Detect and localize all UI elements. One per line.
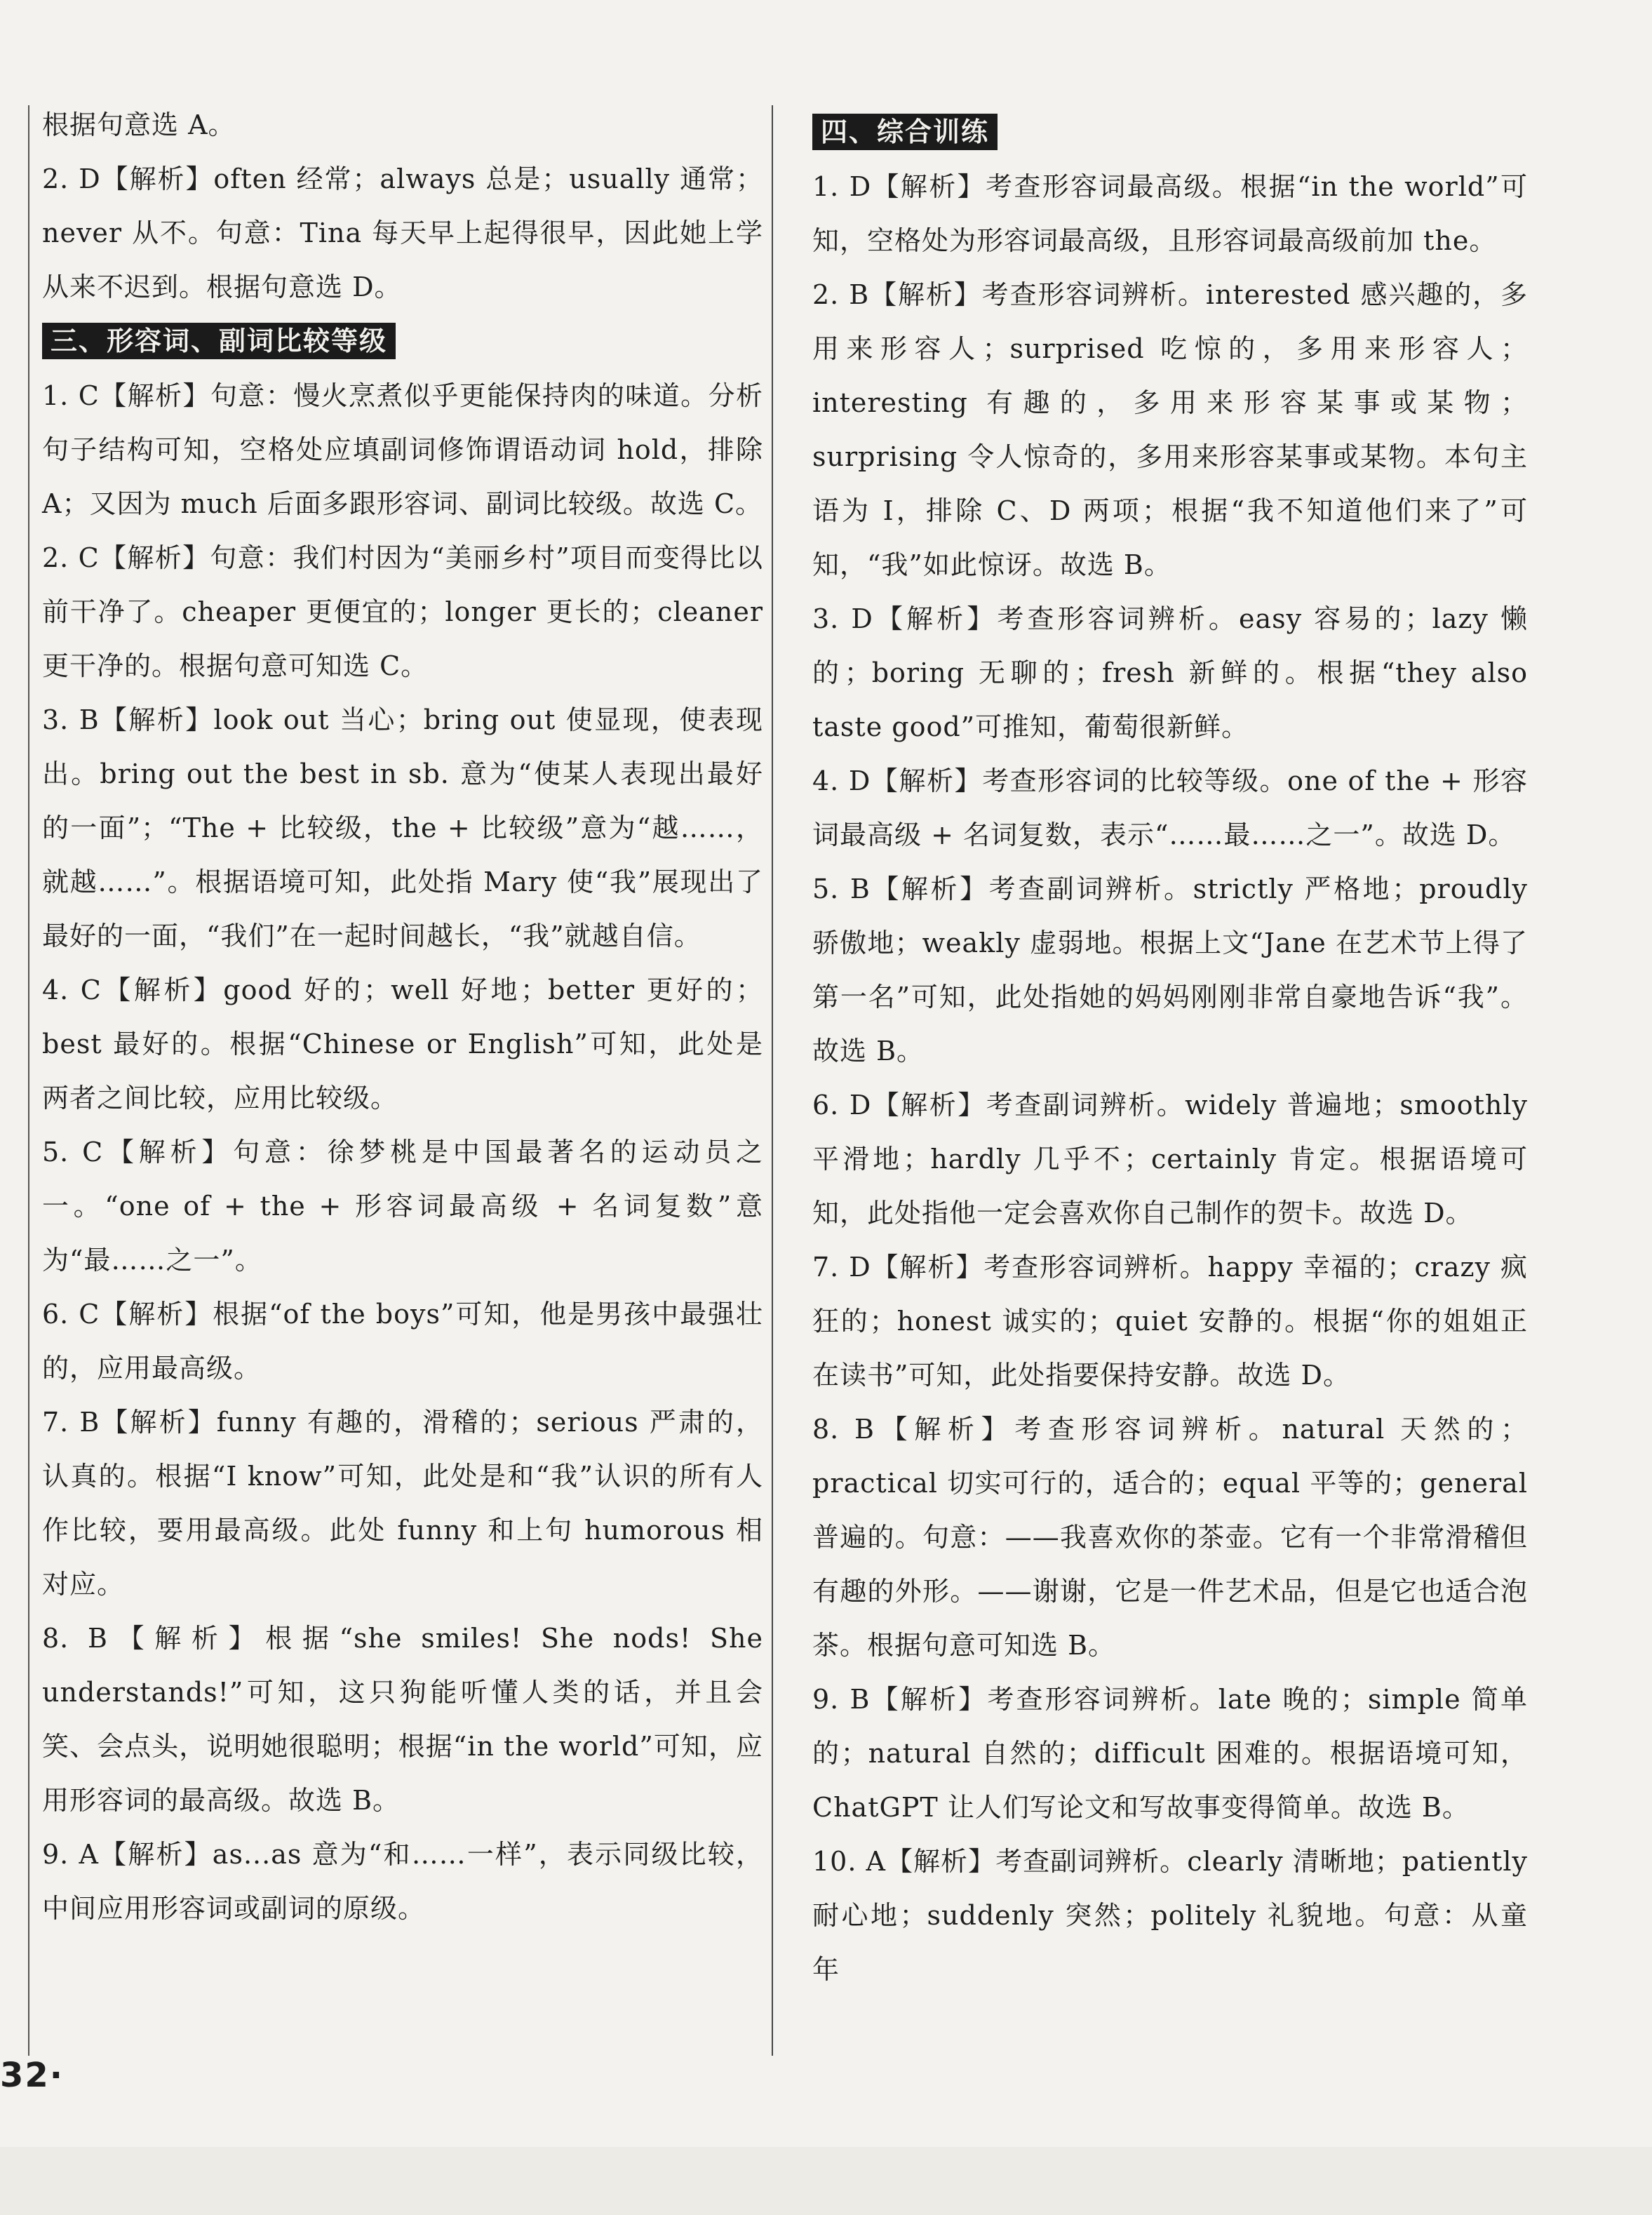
column-divider xyxy=(772,105,773,2056)
left-margin-rule xyxy=(28,105,29,2056)
answer-paragraph: 8. B【解析】考查形容词辨析。natural 天然的；practical 切实可行的，适合的；equal 平等的；general 普遍的。句意：——我喜欢你的茶壶。它有一个非常滑稽但有趣的外形。——谢谢，它是一件艺术品，但是它也适合泡茶。根据句意可知选 B。 xyxy=(812,1414,1528,1661)
answer-paragraph: 6. C【解析】根据“of the boys”可知，他是男孩中最强壮的，应用最高级。 xyxy=(42,1299,763,1384)
answer-paragraph: 4. C【解析】good 好的；well 好地；better 更好的；best 最好的。根据“Chinese or English”可知，此处是两者之间比较，应用比较级。 xyxy=(42,975,763,1113)
answer-paragraph: 2. D【解析】often 经常；always 总是；usually 通常；never 从不。句意：Tina 每天早上起得很早，因此她上学从来不迟到。根据句意选 D。 xyxy=(42,163,763,302)
answer-paragraph: 7. B【解析】funny 有趣的，滑稽的；serious 严肃的，认真的。根据“I know”可知，此处是和“我”认识的所有人作比较，要用最高级。此处 funny 和上句 humorous 相对应。 xyxy=(42,1407,763,1600)
answer-paragraph: 3. D【解析】考查形容词辨析。easy 容易的；lazy 懒的；boring 无聊的；fresh 新鲜的。根据“they also taste good”可推知，葡萄很新鲜。 xyxy=(812,603,1528,742)
right-column xyxy=(812,98,1528,1997)
page-bottom-margin xyxy=(0,2147,1652,2215)
answer-paragraph: 2. B【解析】考查形容词辨析。interested 感兴趣的，多用来形容人；surprised 吃惊的，多用来形容人；interesting 有趣的，多用来形容某事或某物；surprising 令人惊奇的，多用来形容某事或某物。本句主语为 I，排除 C、D 两项；根据“我不知道他们来了”可知，“我”如此惊讶。故选 B。 xyxy=(812,279,1528,580)
answer-paragraph: 8. B【解析】根据“she smiles! She nods! She understands!”可知，这只狗能听懂人类的话，并且会笑、会点头，说明她很聪明；根据“in the world”可知，应用形容词的最高级。故选 B。 xyxy=(42,1623,763,1816)
answer-paragraph: 9. B【解析】考查形容词辨析。late 晚的；simple 简单的；natural 自然的；difficult 困难的。根据语境可知，ChatGPT 让人们写论文和写故事变得简单。故选 B。 xyxy=(812,1684,1528,1823)
answer-paragraph: 9. A【解析】as...as 意为“和……一样”，表示同级比较，中间应用形容词或副词的原级。 xyxy=(42,1839,763,1924)
section-heading-comprehensive: 四、综合训练 xyxy=(812,114,998,150)
answer-paragraph: 1. D【解析】考查形容词最高级。根据“in the world”可知，空格处为形容词最高级，且形容词最高级前加 the。 xyxy=(812,171,1528,256)
answer-paragraph: 5. B【解析】考查副词辨析。strictly 严格地；proudly 骄傲地；weakly 虚弱地。根据上文“Jane 在艺术节上得了第一名”可知，此处指她的妈妈刚刚非常自豪地告诉“我”。故选 B。 xyxy=(812,874,1528,1066)
left-column xyxy=(42,98,763,1936)
page-number: 32· xyxy=(0,2056,65,2095)
answer-paragraph: 10. A【解析】考查副词辨析。clearly 清晰地；patiently 耐心地；suddenly 突然；politely 礼貌地。句意：从童年 xyxy=(812,1846,1528,1985)
answer-paragraph: 1. C【解析】句意：慢火烹煮似乎更能保持肉的味道。分析句子结构可知，空格处应填副词修饰谓语动词 hold，排除 A；又因为 much 后面多跟形容词、副词比较级。故选 C。 xyxy=(42,380,763,519)
answer-paragraph: 2. C【解析】句意：我们村因为“美丽乡村”项目而变得比以前干净了。cheaper 更便宜的；longer 更长的；cleaner 更干净的。根据句意可知选 C。 xyxy=(42,542,763,681)
answer-paragraph: 4. D【解析】考查形容词的比较等级。one of the + 形容词最高级 + 名词复数，表示“……最……之一”。故选 D。 xyxy=(812,765,1528,850)
answer-paragraph: 5. C【解析】句意：徐梦桃是中国最著名的运动员之一。“one of + the + 形容词最高级 + 名词复数”意为“最……之一”。 xyxy=(42,1137,763,1276)
answer-paragraph: 7. D【解析】考查形容词辨析。happy 幸福的；crazy 疯狂的；honest 诚实的；quiet 安静的。根据“你的姐姐正在读书”可知，此处指要保持安静。故选 D。 xyxy=(812,1252,1528,1391)
section-heading-comparison: 三、形容词、副词比较等级 xyxy=(42,323,396,359)
answer-paragraph: 6. D【解析】考查副词辨析。widely 普遍地；smoothly 平滑地；hardly 几乎不；certainly 肯定。根据语境可知，此处指他一定会喜欢你自己制作的贺卡。故选 D。 xyxy=(812,1090,1528,1229)
answer-paragraph: 根据句意选 A。 xyxy=(42,109,236,140)
answer-paragraph: 3. B【解析】look out 当心；bring out 使显现，使表现出。bring out the best in sb. 意为“使某人表现出最好的一面”；“The + 比较级，the + 比较级”意为“越……，就越……”。根据语境可知，此处指 Mary 使“我”展现出了最好的一面，“我们”在一起时间越长，“我”就越自信。 xyxy=(42,704,763,951)
